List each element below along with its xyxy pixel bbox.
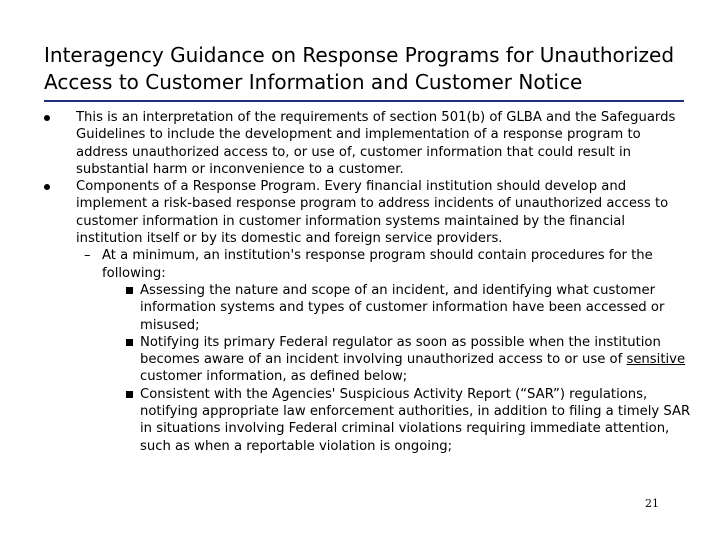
sub-bullet-text: At a minimum, an institution's response program should contain procedures for the following:: [102, 248, 653, 281]
bullet-text: This is an interpretation of the requirements of section 501(b) of GLBA and the Safeguards Guidelines to include the development and implementation of a response program to address unauthorized access to, or use of, customer information that could result in substantial harm or inconvenience to a customer.: [76, 110, 676, 177]
bullet-item-components: [44, 178, 694, 247]
sub-bullet-item-minimum: [44, 247, 694, 282]
bullet-dot-icon: [44, 184, 50, 190]
bullet-text: Components of a Response Program. Every financial institution should develop and implement a risk-based response program to address incidents of unauthorized access to customer information in customer information systems maintained by the financial institution itself or by its domestic and foreign service providers.: [76, 179, 669, 247]
sub-sub-bullet-text: Assessing the nature and scope of an incident, and identifying what customer information systems and types of customer information have been accessed or misused;: [140, 282, 665, 333]
slide-title-line-2: Access to Customer Information and Customer Notice: [44, 70, 583, 94]
slide-title: [44, 42, 704, 96]
square-bullet-icon: [126, 391, 133, 398]
title-divider: [44, 100, 684, 102]
dash-icon: –: [84, 248, 91, 264]
sub-sub-bullet-item-notifying: [44, 334, 694, 386]
sub-sub-bullet-text-before: Notifying its primary Federal regulator as soon as possible when the institution becomes aware of an incident involving unauthorized access to or use of: [140, 334, 661, 368]
page-number: 21: [645, 497, 659, 510]
sub-sub-bullet-text: Consistent with the Agencies' Suspicious Activity Report (“SAR”) regulations, notifying appropriate law enforcement authorities, in addition to filing a timely SAR in situations involving Federal criminal violations requiring immediate attention, such as when a reportable violation is ongoing;: [140, 386, 691, 454]
square-bullet-icon: [126, 339, 133, 346]
bullet-dot-icon: [44, 115, 50, 121]
sub-sub-bullet-item-sar: [44, 386, 694, 455]
slide-body: [44, 109, 694, 455]
slide-title-line-1: Interagency Guidance on Response Programs for Unauthorized: [44, 43, 675, 67]
bullet-item-interpretation: [44, 109, 694, 178]
sub-sub-bullet-text-after: customer information, as defined below;: [140, 369, 408, 385]
sub-sub-bullet-item-assessing: [44, 282, 694, 334]
sensitive-underlined-term: sensitive: [626, 352, 686, 368]
square-bullet-icon: [126, 287, 133, 294]
